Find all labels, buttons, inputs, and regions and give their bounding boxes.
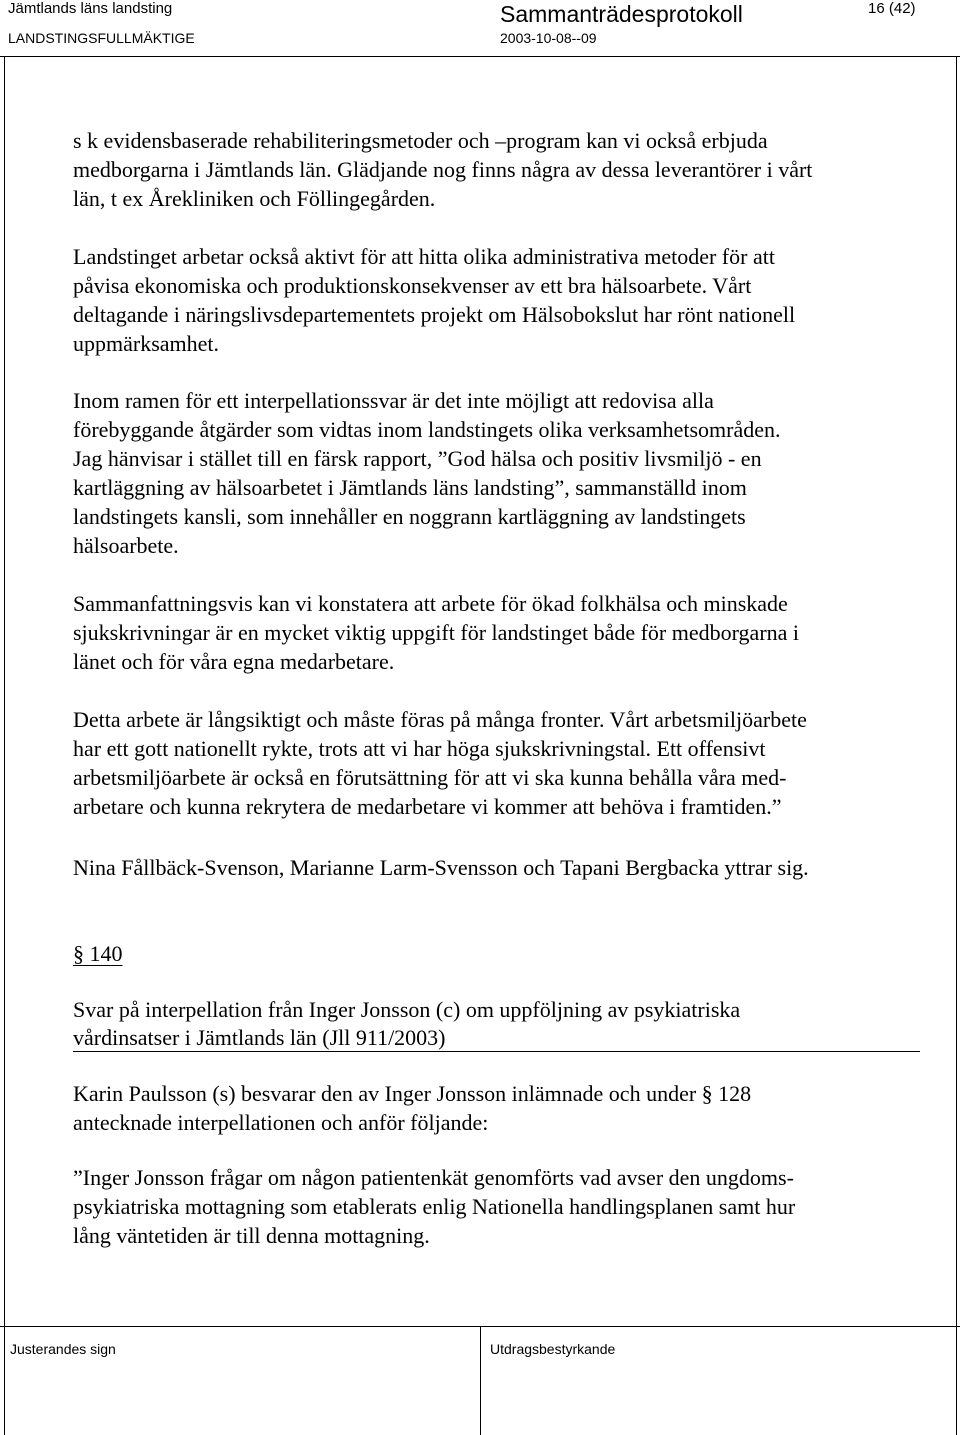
text-line: har ett gott nationellt rykte, trots att vi har höga sjukskrivningstal. Ett offensivt xyxy=(73,736,766,761)
text-line: ”Inger Jonsson frågar om någon patientenkät genomförts vad avser den ungdoms- xyxy=(73,1165,794,1190)
paragraph xyxy=(73,853,809,882)
meeting-date: 2003-10-08--09 xyxy=(500,30,597,46)
text-line: deltagande i näringslivsdepartementets projekt om Hälsobokslut har rönt nationell xyxy=(73,302,796,327)
text-line: påvisa ekonomiska och produktionskonsekvenser av ett bra hälsoarbete. Vårt xyxy=(73,273,752,298)
text-line: sjukskrivningar är en mycket viktig uppgift för landstinget både för medborgarna i xyxy=(73,620,800,645)
text-line: Karin Paulsson (s) besvarar den av Inger Jonsson inlämnade och under § 128 xyxy=(73,1081,752,1106)
header-divider xyxy=(0,56,960,57)
text-line: län, t ex Årekliniken och Föllingegården. xyxy=(73,186,436,211)
text-line: kartläggning av hälsoarbetet i Jämtlands läns landsting”, sammanställd inom xyxy=(73,475,747,500)
text-line: hälsoarbete. xyxy=(73,533,179,558)
text-line: Jag hänvisar i stället till en färsk rapport, ”God hälsa och positiv livsmiljö - en xyxy=(73,446,762,471)
paragraph xyxy=(73,705,807,821)
text-line: antecknade interpellationen och anför följande: xyxy=(73,1110,489,1135)
text-line: Inom ramen för ett interpellationssvar är det inte möjligt att redovisa alla xyxy=(73,388,714,413)
text-line: medborgarna i Jämtlands län. Glädjande nog finns några av dessa leverantörer i vårt xyxy=(73,157,813,182)
section-heading xyxy=(73,939,123,968)
paragraph xyxy=(73,589,799,676)
paragraph xyxy=(73,1079,751,1137)
text-line: uppmärksamhet. xyxy=(73,331,220,356)
text-line: psykiatriska mottagning som etablerats enlig Nationella handlingsplanen samt hur xyxy=(73,1194,796,1219)
document-type-title: Sammanträdesprotokoll xyxy=(500,1,743,27)
text-line: lång väntetiden är till denna mottagning. xyxy=(73,1223,430,1248)
text-line: landstingets kansli, som innehåller en noggrann kartläggning av landstingets xyxy=(73,504,746,529)
certification-label: Utdragsbestyrkande xyxy=(490,1341,616,1357)
text-line: Detta arbete är långsiktigt och måste föras på många fronter. Vårt arbetsmiljöarbete xyxy=(73,707,807,732)
organization-name: Jämtlands läns landsting xyxy=(8,0,173,17)
text-line: länet och för våra egna medarbetare. xyxy=(73,649,395,674)
paragraph xyxy=(73,386,780,560)
text-line: förebyggande åtgärder som vidtas inom landstingets olika verksamhetsområden. xyxy=(73,417,781,442)
text-line: arbetare och kunna rekrytera de medarbetare vi kommer att behöva i framtiden.” xyxy=(73,794,782,819)
text-line: arbetsmiljöarbete är också en förutsättning för att vi ska kunna behålla våra med- xyxy=(73,765,787,790)
section-number: § 140 xyxy=(73,941,123,966)
signature-label: Justerandes sign xyxy=(10,1341,116,1357)
frame-left-border xyxy=(4,56,5,1435)
paragraph xyxy=(73,126,812,213)
paragraph xyxy=(73,242,795,358)
footer-column-divider xyxy=(480,1326,481,1435)
frame-right-border xyxy=(956,56,957,1435)
title-line-underlined: vårdinsatser i Jämtlands län (Jll 911/2003) xyxy=(73,1025,920,1052)
page-number: 16 (42) xyxy=(868,0,916,17)
text-line: Sammanfattningsvis kan vi konstatera att arbete för ökad folkhälsa och minskade xyxy=(73,591,788,616)
text-line: s k evidensbaserade rehabiliteringsmetoder och –program kan vi också erbjuda xyxy=(73,128,768,153)
section-title xyxy=(73,995,920,1052)
text-line: Nina Fållbäck-Svenson, Marianne Larm-Svensson och Tapani Bergbacka yttrar sig. xyxy=(73,855,809,880)
title-line: Svar på interpellation från Inger Jonsson (c) om uppföljning av psykiatriska xyxy=(73,997,741,1022)
text-line: Landstinget arbetar också aktivt för att hitta olika administrativa metoder för att xyxy=(73,244,775,269)
assembly-name: LANDSTINGSFULLMÄKTIGE xyxy=(8,30,195,46)
quoted-paragraph xyxy=(73,1163,795,1250)
